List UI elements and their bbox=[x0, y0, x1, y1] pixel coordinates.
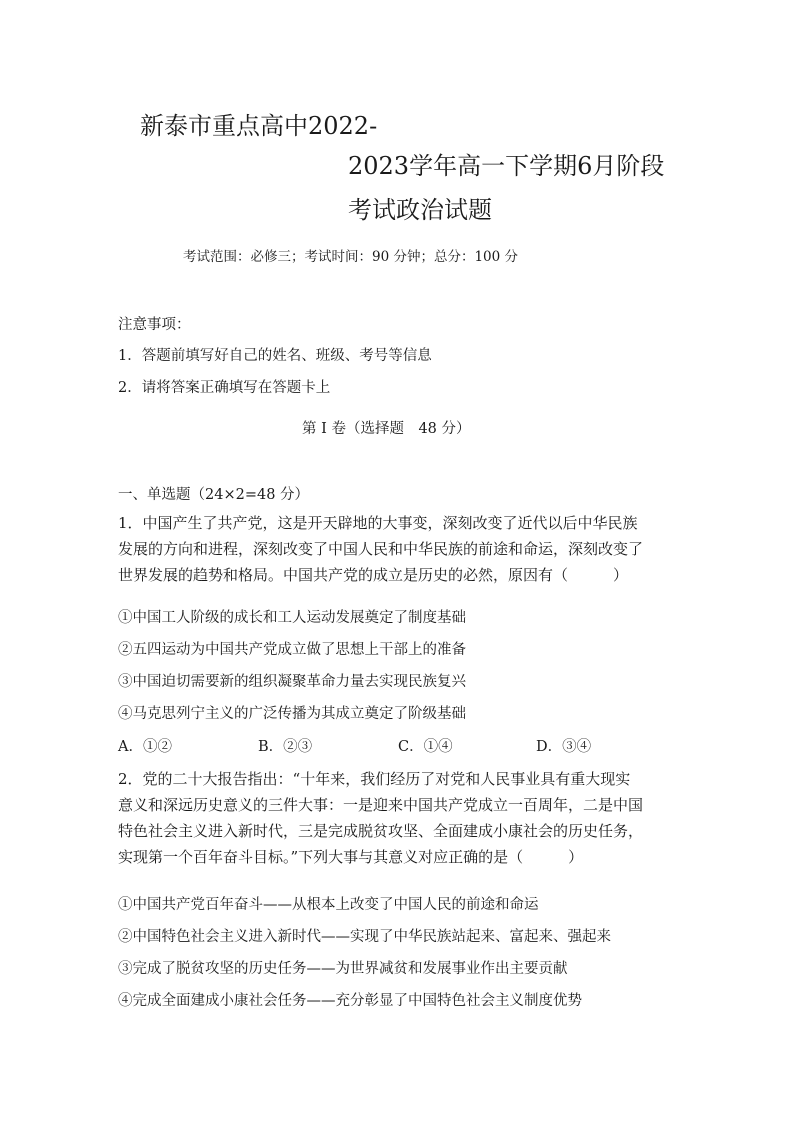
question-2-statement-3: ③完成了脱贫攻坚的历史任务——为世界减贫和发展事业作出主要贡献 bbox=[118, 961, 568, 977]
option-d[interactable]: D．③④ bbox=[536, 739, 592, 755]
section-heading: 一、单选题（24×2=48 分） bbox=[118, 487, 310, 503]
question-1-statement-2: ②五四运动为中国共产党成立做了思想上干部上的准备 bbox=[118, 642, 466, 658]
question-1-stem-line: 世界发展的趋势和格局。中国共产党的成立是历史的必然，原因有（ ） bbox=[118, 566, 629, 584]
option-c[interactable]: C．①④ bbox=[398, 739, 453, 755]
option-a[interactable]: A．①② bbox=[118, 739, 172, 755]
exam-title-line-1: 新泰市重点高中2022- bbox=[140, 112, 378, 140]
question-2-statement-1: ①中国共产党百年奋斗——从根本上改变了中国人民的前途和命运 bbox=[118, 897, 539, 913]
question-2-statement-2: ②中国特色社会主义进入新时代——实现了中华民族站起来、富起来、强起来 bbox=[118, 929, 611, 945]
question-2-stem-line: 特色社会主义进入新时代，三是完成脱贫攻坚、全面建成小康社会的历史任务， bbox=[118, 822, 644, 840]
question-2-stem-line: 2．党的二十大报告指出：“十年来，我们经历了对党和人民事业具有重大现实 bbox=[118, 770, 631, 788]
question-1-statement-3: ③中国迫切需要新的组织凝聚革命力量去实现民族复兴 bbox=[118, 674, 466, 690]
question-1-stem-line: 1．中国产生了共产党，这是开天辟地的大事变，深刻改变了近代以后中华民族 bbox=[118, 514, 638, 532]
question-1-stem-line: 发展的方向和进程，深刻改变了中国人民和中华民族的前途和命运，深刻改变了 bbox=[118, 540, 644, 558]
question-2-stem bbox=[118, 766, 678, 870]
note-item-1: 1．答题前填写好自己的姓名、班级、考号等信息 bbox=[118, 348, 432, 364]
note-item-2: 2．请将答案正确填写在答题卡上 bbox=[118, 380, 331, 396]
question-1-stem bbox=[118, 510, 678, 588]
question-2-stem-line: 意义和深远历史意义的三件大事：一是迎来中国共产党成立一百周年，二是中国 bbox=[118, 796, 644, 814]
notes-heading: 注意事项： bbox=[118, 317, 191, 333]
question-2-stem-line: 实现第一个百年奋斗目标。”下列大事与其意义对应正确的是（ ） bbox=[118, 848, 584, 866]
volume-heading: 第 I 卷（选择题 48 分） bbox=[302, 421, 471, 437]
exam-info: 考试范围：必修三；考试时间：90 分钟；总分：100 分 bbox=[183, 249, 519, 265]
option-b[interactable]: B．②③ bbox=[258, 739, 313, 755]
question-1-statement-1: ①中国工人阶级的成长和工人运动发展奠定了制度基础 bbox=[118, 610, 466, 626]
question-2-statement-4: ④完成全面建成小康社会任务——充分彰显了中国特色社会主义制度优势 bbox=[118, 993, 582, 1009]
question-1-statement-4: ④马克思列宁主义的广泛传播为其成立奠定了阶级基础 bbox=[118, 706, 466, 722]
exam-title-line-2: 2023学年高一下学期6月阶段 bbox=[348, 152, 665, 180]
exam-title-line-3: 考试政治试题 bbox=[348, 196, 492, 224]
